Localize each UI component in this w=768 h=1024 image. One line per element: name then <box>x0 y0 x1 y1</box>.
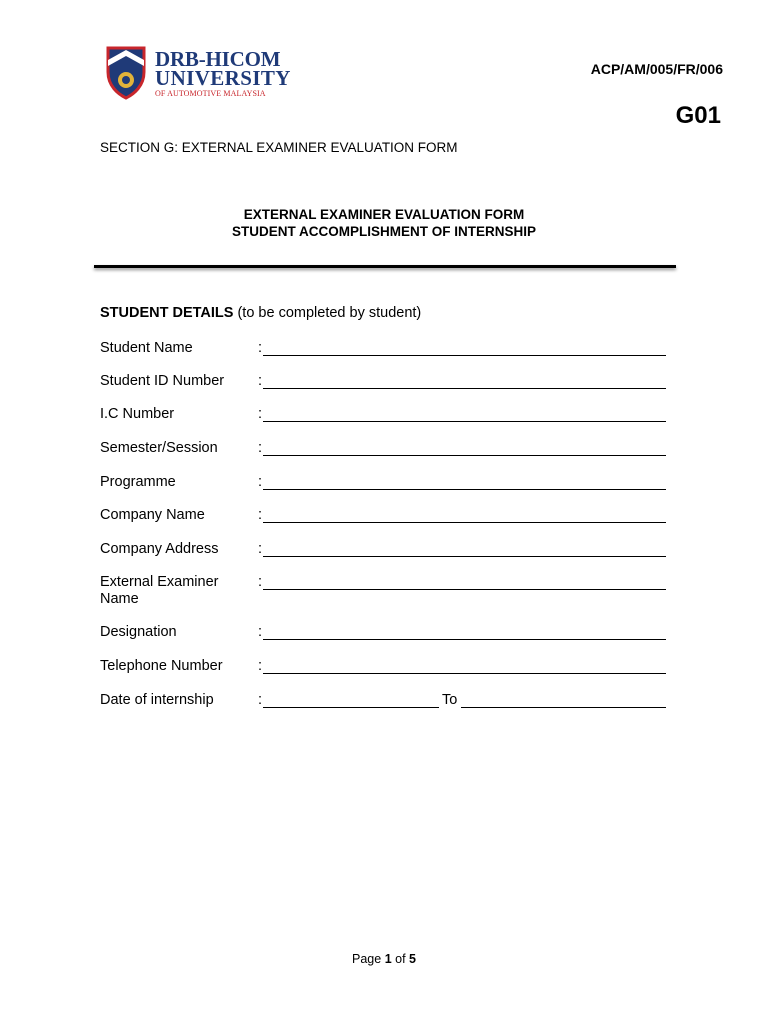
field-label: Date of internship <box>100 692 214 708</box>
page-word: Page <box>352 952 382 966</box>
field-colon: : <box>258 440 263 456</box>
field-colon: : <box>258 373 263 389</box>
blank-line-end-date[interactable] <box>461 707 666 708</box>
student-details-heading <box>100 305 421 321</box>
current-page: 1 <box>384 952 392 966</box>
blank-line[interactable] <box>263 355 666 356</box>
field-label: Designation <box>100 624 177 640</box>
field-label-line-1: External Examiner <box>100 574 219 590</box>
form-code: G01 <box>675 102 721 129</box>
title-divider <box>94 265 676 268</box>
blank-line[interactable] <box>263 388 666 389</box>
form-titles <box>0 206 768 240</box>
field-colon: : <box>258 541 263 557</box>
field-colon: : <box>258 658 263 674</box>
field-colon: : <box>258 692 263 708</box>
logo-line-3: OF AUTOMOTIVE MALAYSIA <box>155 89 266 98</box>
blank-line[interactable] <box>263 421 666 422</box>
field-label: Student Name <box>100 340 193 356</box>
blank-line[interactable] <box>263 589 666 590</box>
document-reference: ACP/AM/005/FR/006 <box>590 61 723 77</box>
total-pages: 5 <box>409 952 416 966</box>
logo-line-2: UNIVERSITY <box>155 66 291 90</box>
of-word: of <box>395 952 406 966</box>
student-details-heading-bold: STUDENT DETAILS <box>100 305 234 321</box>
field-label-line-2: Name <box>100 591 139 607</box>
field-label: Company Name <box>100 507 205 523</box>
blank-line[interactable] <box>263 489 666 490</box>
blank-line[interactable] <box>263 522 666 523</box>
field-colon: : <box>258 340 263 356</box>
student-details-note: (to be completed by student) <box>233 305 422 321</box>
form-title-1: EXTERNAL EXAMINER EVALUATION FORM <box>243 207 525 222</box>
field-colon: : <box>258 507 263 523</box>
logo-line-1: DRB-HICOM <box>155 47 281 71</box>
field-label: Programme <box>100 474 176 490</box>
field-colon: : <box>258 574 263 590</box>
blank-line-start-date[interactable] <box>263 707 439 708</box>
field-colon: : <box>258 406 263 422</box>
form-title-2: STUDENT ACCOMPLISHMENT OF INTERNSHIP <box>231 224 536 239</box>
shield-crest-icon <box>105 46 147 100</box>
field-label: Semester/Session <box>100 440 218 456</box>
field-label: Student ID Number <box>100 373 225 389</box>
blank-line[interactable] <box>263 673 666 674</box>
field-label: Telephone Number <box>100 658 223 674</box>
page-footer <box>0 952 768 966</box>
field-label <box>100 574 250 608</box>
field-colon: : <box>258 474 263 490</box>
university-logo <box>105 46 305 102</box>
date-separator: To <box>442 692 458 708</box>
field-label: I.C Number <box>100 406 175 422</box>
section-title: SECTION G: EXTERNAL EXAMINER EVALUATION FORM <box>100 140 458 155</box>
field-colon: : <box>258 624 263 640</box>
blank-line[interactable] <box>263 455 666 456</box>
blank-line[interactable] <box>263 639 666 640</box>
blank-line[interactable] <box>263 556 666 557</box>
field-label: Company Address <box>100 541 219 557</box>
